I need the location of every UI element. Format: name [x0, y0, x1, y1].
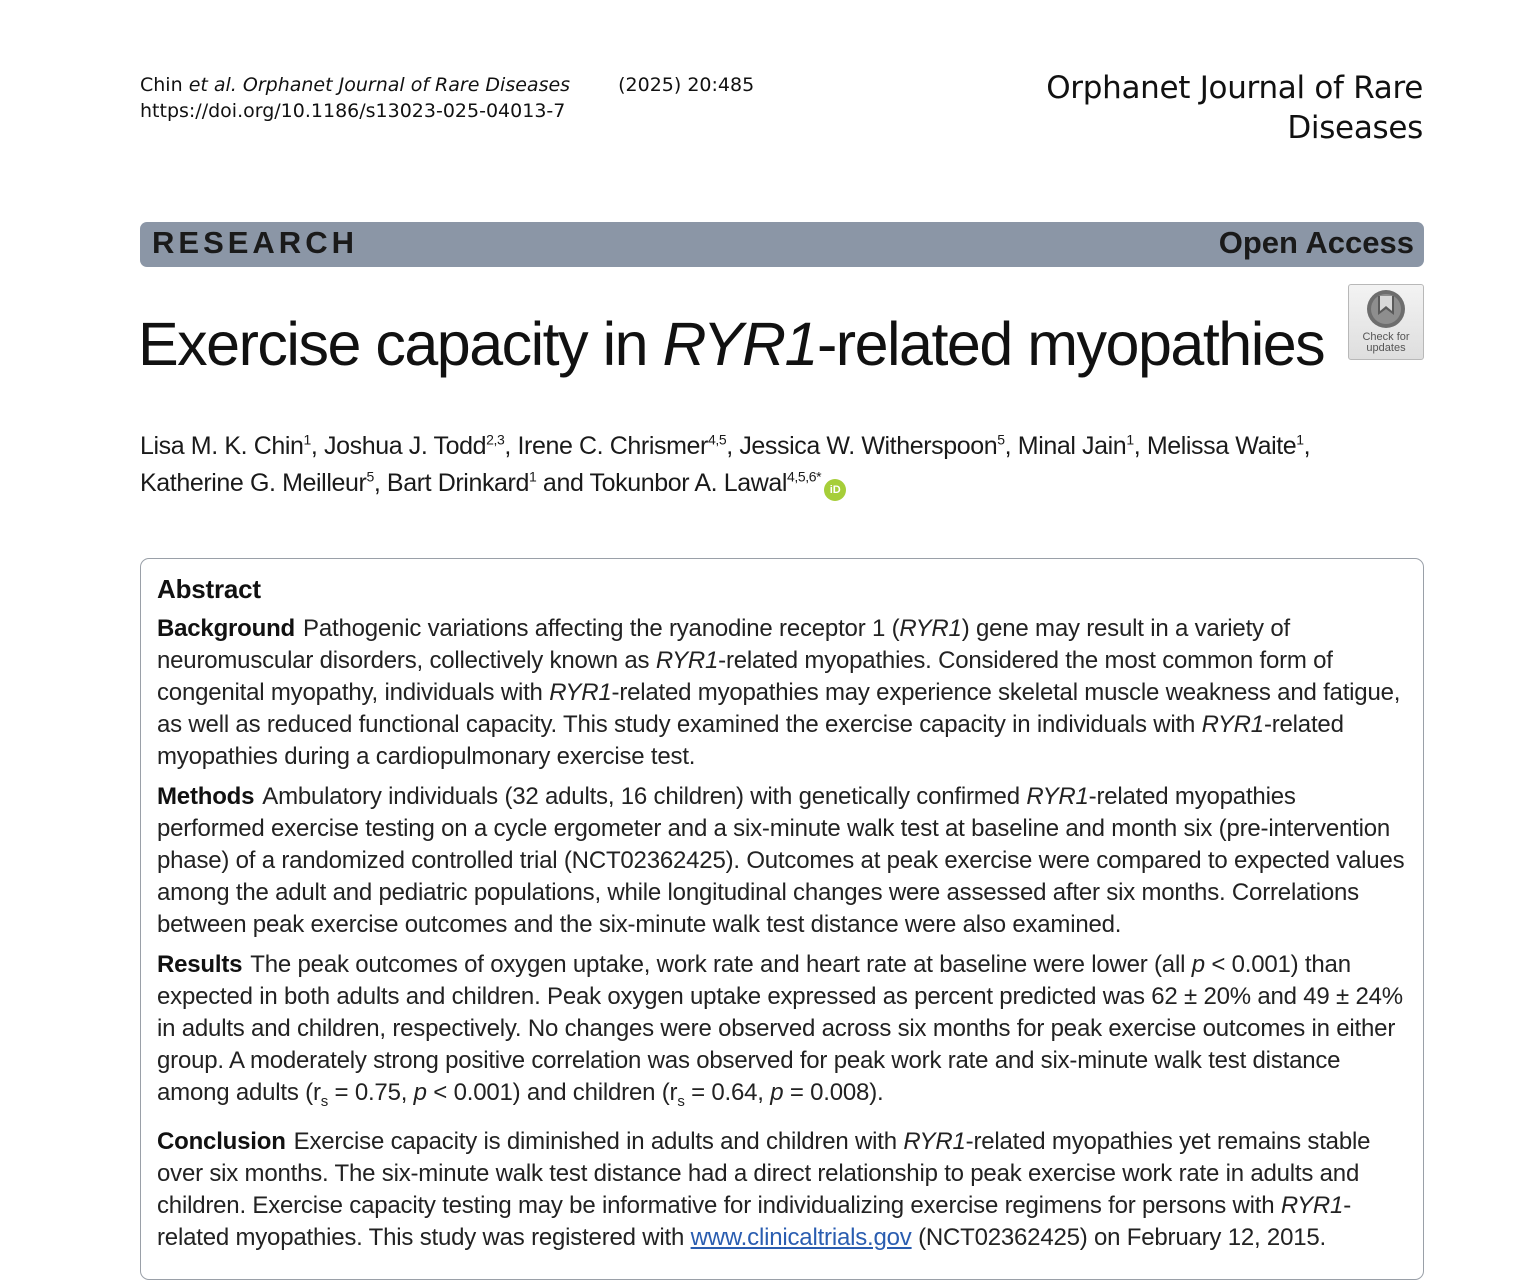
citation-block: [140, 72, 754, 124]
author-separator: ,: [504, 432, 518, 460]
author-name[interactable]: Joshua J. Todd: [324, 432, 487, 460]
abstract-background: [157, 613, 1409, 773]
author-affiliation: 1: [1126, 431, 1134, 448]
check-for-updates-button[interactable]: [1348, 284, 1424, 360]
italic-term: RYR1: [899, 615, 962, 642]
italic-term: RYR1: [903, 1127, 966, 1155]
journal-name-line2: Diseases: [1287, 110, 1423, 146]
abstract-box: [140, 558, 1424, 1280]
author-separator: ,: [726, 432, 740, 460]
abstract-heading: Abstract: [157, 574, 261, 604]
author-separator: ,: [1004, 432, 1018, 460]
conclusion-text: Exercise capacity is diminished in adults and children with RYR1-related myopathies yet remains stable over six months. The six-minute walk test distance had a direct relationship to peak exercise work rate in adults and children. Exercise capacity testing may be informative for individualizing exercise regimens for persons with RYR1-related myopathies. This study was registered with www.clinicaltrials.gov (NCT02362425) on February 12, 2015.: [157, 1127, 1371, 1251]
clinicaltrials-link[interactable]: www.clinicaltrials.gov: [690, 1223, 912, 1251]
author-name[interactable]: Tokunbor A. Lawal: [589, 469, 788, 497]
open-access-label: Open Access: [1218, 225, 1414, 260]
article-type-label: RESEARCH: [152, 225, 358, 260]
author-separator: and: [536, 469, 590, 497]
italic-term: p: [413, 1079, 427, 1106]
background-text: Pathogenic variations affecting the ryanodine receptor 1 (RYR1) gene may result in a variety of neuromuscular disorders, collectively known as RYR1-related myopathies. Considered the most common form of congenital myopathy, individuals with RYR1-related myopathies may experience skeletal muscle weakness and fatigue, as well as reduced functional capacity. This study examined the exercise capacity in individuals with RYR1-related myopathies during a cardiopulmonary exercise test.: [157, 615, 1401, 770]
author-list: [140, 428, 1370, 502]
author-separator: ,: [1133, 432, 1147, 460]
citation-year-volume: (2025) 20:485: [618, 74, 755, 96]
crossmark-line2: updates: [1366, 342, 1406, 354]
methods-text: Ambulatory individuals (32 adults, 16 children) with genetically confirmed RYR1-related myopathies performed exercise testing on a cycle ergometer and a six-minute walk test at baseline and month six (pre-intervention phase) of a randomized controlled trial (NCT02362425). Outcomes at peak exercise were compared to expected values among the adult and pediatric populations, while longitudinal changes were assessed after six months. Correlations between peak exercise outcomes and the six-minute walk test distance were also examined.: [157, 783, 1405, 938]
crossmark-icon: [1349, 285, 1423, 331]
author-name[interactable]: Melissa Waite: [1146, 432, 1297, 460]
author-separator: ,: [310, 432, 324, 460]
title-post: -related myopathies: [816, 310, 1325, 378]
author-name[interactable]: Jessica W. Witherspoon: [739, 432, 998, 460]
author-affiliation: 1: [1296, 431, 1304, 448]
author-affiliation: 2,3: [486, 431, 505, 448]
abstract-results: [157, 949, 1409, 1118]
title-pre: Exercise capacity in: [138, 310, 663, 378]
orcid-icon[interactable]: iD: [824, 479, 846, 501]
italic-term: p: [1191, 951, 1205, 978]
author-affiliation: 5: [366, 468, 374, 485]
results-text: The peak outcomes of oxygen uptake, work rate and heart rate at baseline were lower (all p < 0.001) than expected in both adults and children. Peak oxygen uptake expressed as percent predicted was 62 ± 20% and 49 ± 24% in adults and children, respectively. No changes were observed across six months for peak exercise outcomes in either group. A moderately strong positive correlation was observed for peak work rate and six-minute walk test distance among adults ($r_s = 0.75$, p < 0.001) and children ($r_s = 0.64$, p = 0.008).: [157, 951, 1403, 1110]
author-name[interactable]: Irene C. Chrismer: [517, 432, 708, 460]
abstract-conclusion: [157, 1126, 1409, 1254]
citation-et-al: et al.: [188, 74, 237, 96]
results-label: Results: [157, 951, 243, 978]
italic-term: RYR1: [549, 679, 612, 706]
author-affiliation: 4,5: [707, 431, 727, 448]
journal-name-line1: Orphanet Journal of Rare: [1046, 70, 1423, 106]
abstract-methods: [157, 781, 1409, 941]
subscript: s: [677, 1092, 685, 1110]
author-affiliation: 4,5,6*: [787, 468, 822, 485]
conclusion-label: Conclusion: [157, 1127, 286, 1155]
italic-term: p: [770, 1079, 784, 1106]
journal-name: [1003, 68, 1423, 148]
citation-line: [140, 72, 754, 98]
article-type-banner: [140, 222, 1424, 267]
author-name[interactable]: Katherine G. Meilleur: [140, 469, 367, 497]
author-affiliation: 5: [997, 431, 1005, 448]
author-separator: ,: [373, 469, 387, 497]
author-separator: ,: [1303, 432, 1311, 460]
author-affiliation: 1: [529, 468, 537, 485]
background-label: Background: [157, 615, 296, 642]
subscript: s: [320, 1092, 329, 1110]
author-name[interactable]: Lisa M. K. Chin: [140, 432, 304, 460]
author-name[interactable]: Bart Drinkard: [386, 469, 529, 497]
methods-label: Methods: [157, 783, 255, 810]
italic-term: RYR1: [1280, 1191, 1344, 1219]
italic-term: RYR1: [1201, 711, 1264, 738]
italic-term: RYR1: [1026, 783, 1089, 810]
author-affiliation: 1: [303, 431, 311, 448]
author-name[interactable]: Minal Jain: [1017, 432, 1127, 460]
article-title: [138, 306, 1324, 382]
italic-term: RYR1: [655, 647, 719, 674]
doi-link[interactable]: https://doi.org/10.1186/s13023-025-04013-7: [140, 100, 566, 122]
crossmark-line1: Check for: [1362, 331, 1410, 343]
citation-author: Chin: [140, 74, 183, 96]
citation-journal: Orphanet Journal of Rare Diseases: [242, 74, 571, 96]
title-gene: RYR1: [662, 310, 817, 378]
check-for-updates-label: [1349, 332, 1423, 354]
